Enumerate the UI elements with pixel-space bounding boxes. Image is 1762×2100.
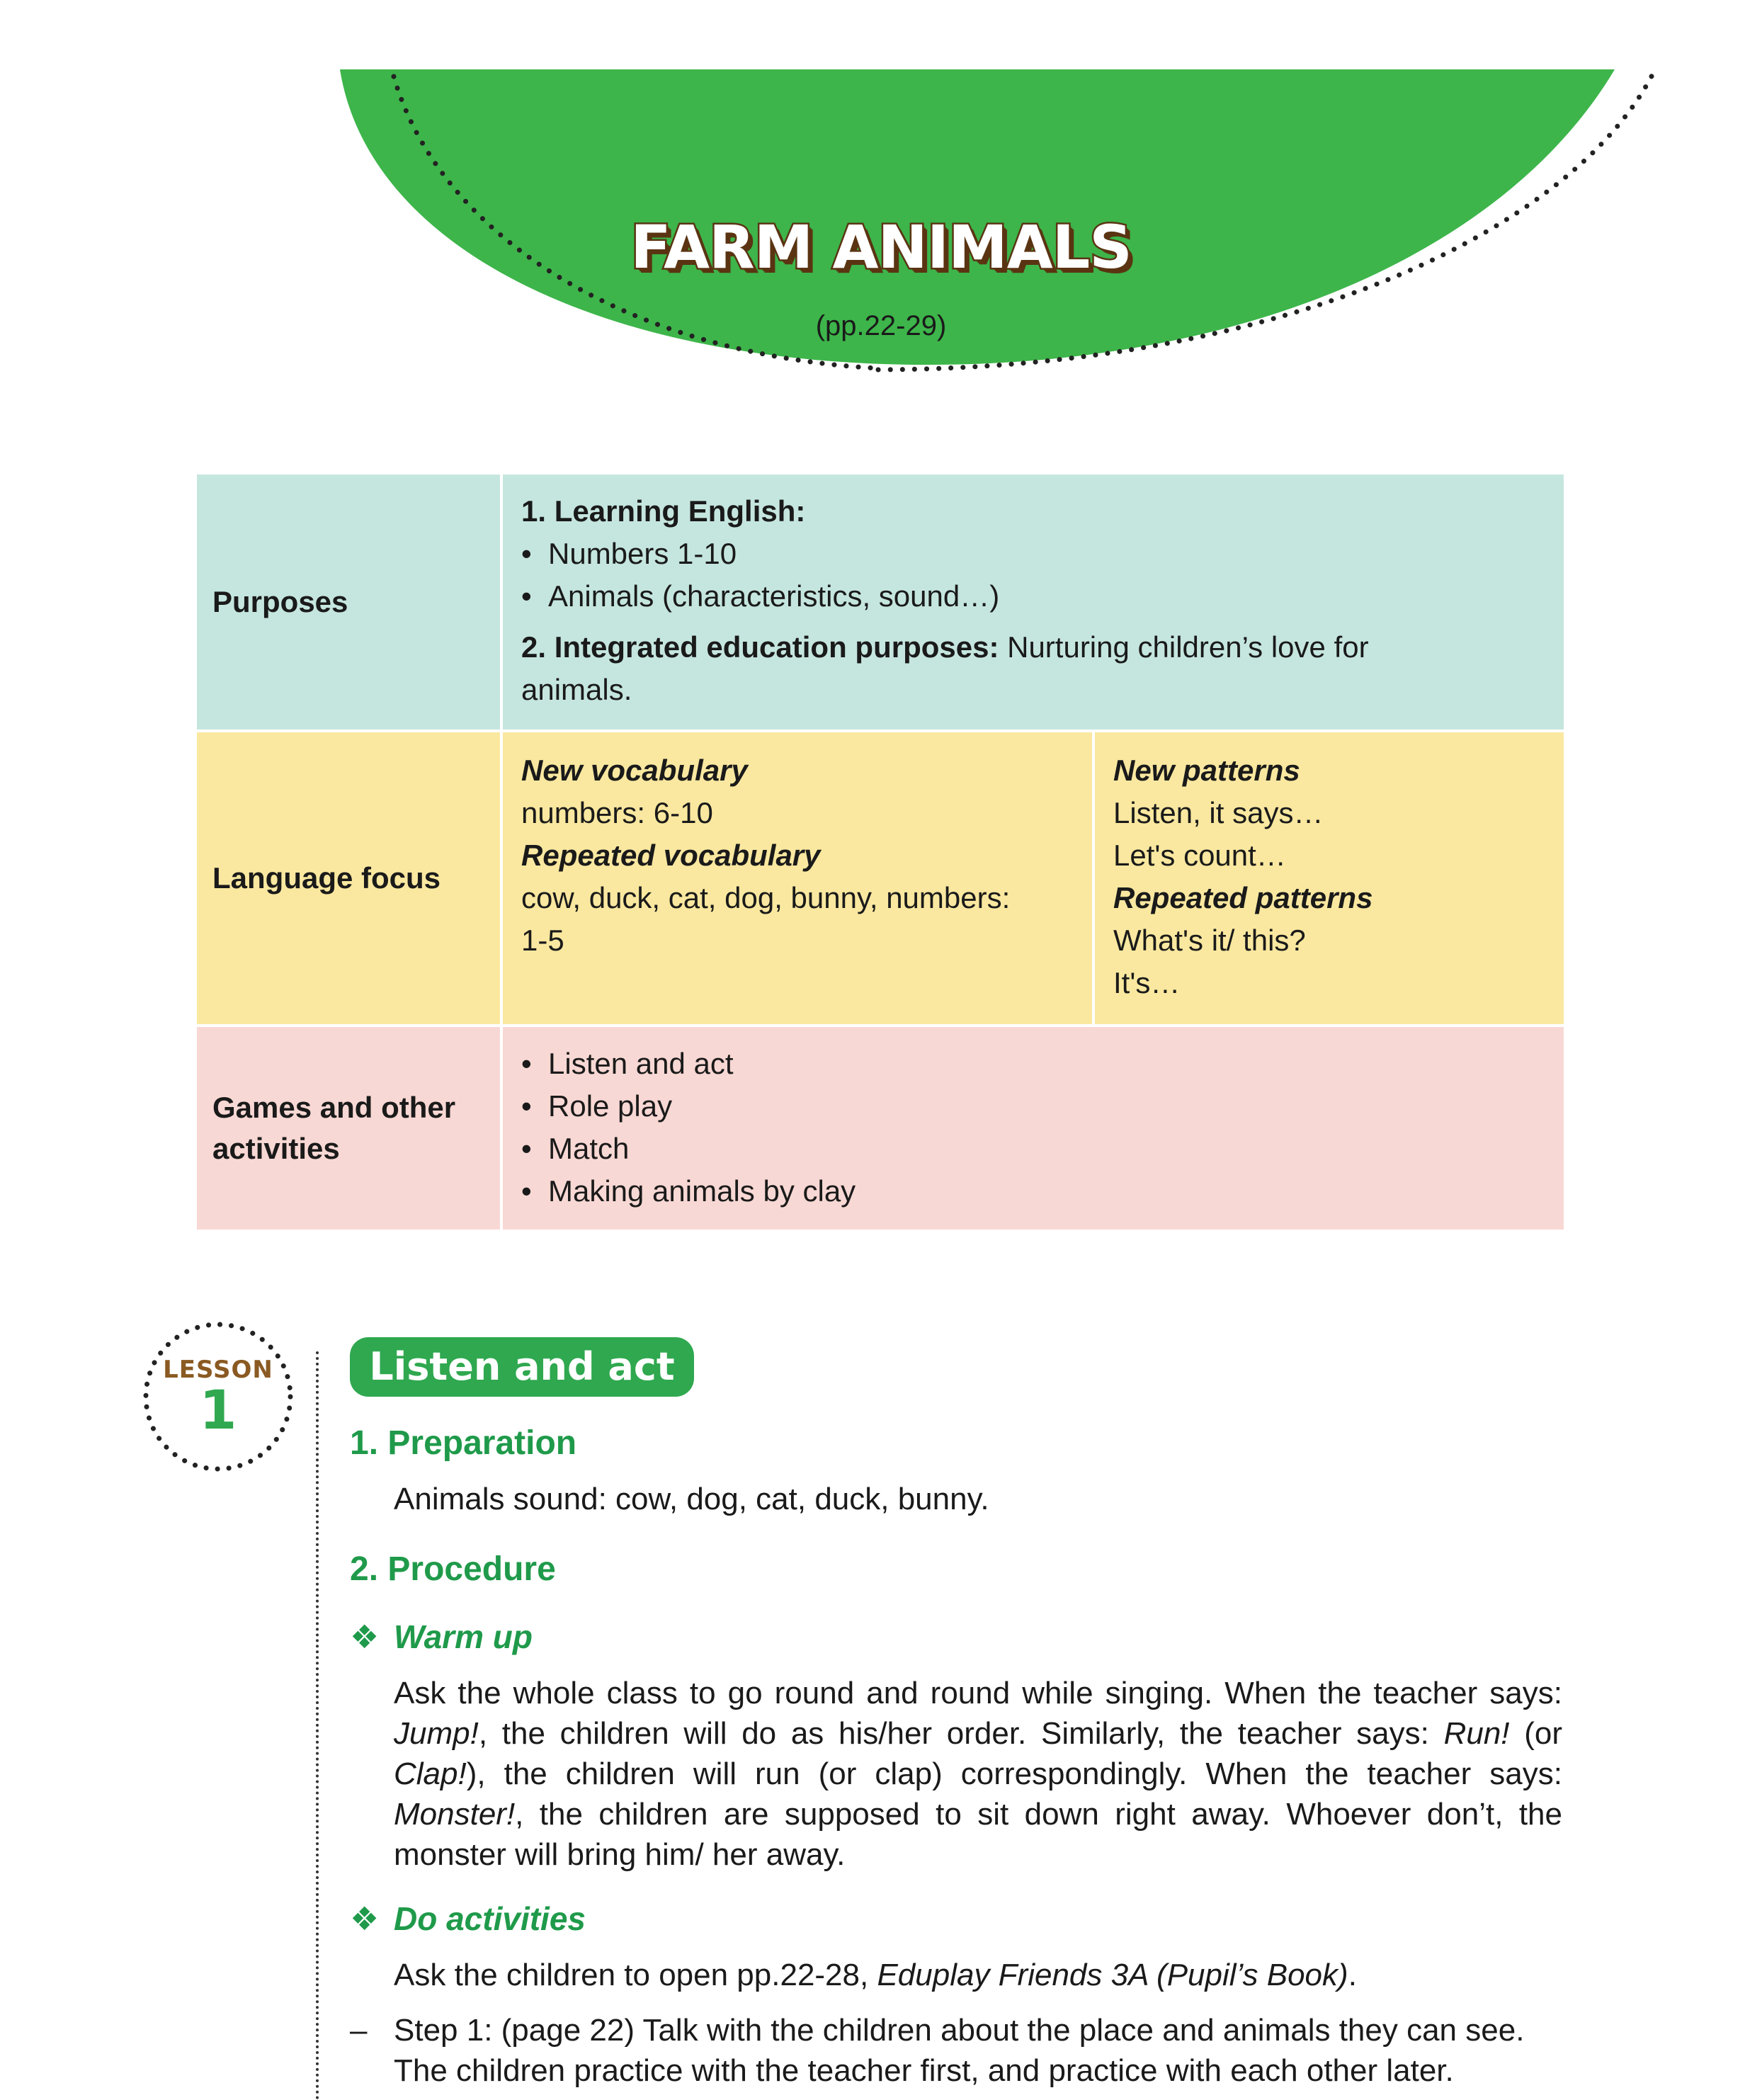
warmup-text-part: ), the children will run (or clap) correspondingly. When the teacher says: <box>466 1756 1562 1791</box>
game-item: • Listen and act <box>521 1043 1564 1085</box>
warmup-text <box>394 1673 1562 1875</box>
patterns-cell <box>1095 732 1564 1024</box>
diamond-bullet-icon: ❖ <box>350 1618 380 1655</box>
book-title: Eduplay Friends 3A (Pupil’s Book) <box>877 1958 1348 1992</box>
games-label-line-2: activities <box>212 1132 340 1165</box>
purposes-content <box>503 475 1564 730</box>
preparation-heading: 1. Preparation <box>350 1424 577 1462</box>
vocabulary-cell <box>503 732 1092 1024</box>
warmup-text-part: , the children will do as his/her order. Similarly, the teacher says: <box>478 1716 1444 1751</box>
repeated-vocabulary-title: Repeated vocabulary <box>521 839 821 872</box>
repeated-pattern: It's… <box>1113 966 1181 999</box>
purposes-heading-2-text-cont: animals. <box>521 673 632 706</box>
procedure-heading: 2. Procedure <box>350 1550 556 1588</box>
warmup-heading-text: Warm up <box>394 1618 533 1655</box>
new-patterns-title: New patterns <box>1113 754 1300 787</box>
lesson-dotted-divider <box>316 1351 319 2100</box>
warmup-command: Monster! <box>394 1797 516 1832</box>
purposes-label: Purposes <box>212 585 348 618</box>
step-dash: – <box>350 2013 368 2048</box>
purposes-heading-2-line <box>521 626 1564 669</box>
repeated-vocabulary-cont: 1-5 <box>521 924 564 957</box>
games-row <box>197 1027 1564 1230</box>
warmup-text-part: , the children are supposed to sit down right away. Whoever don’t, the monster will bring him/ her away. <box>394 1797 1562 1872</box>
language-focus-label: Language focus <box>212 861 441 895</box>
purpose-bullet: • Numbers 1-10 <box>521 533 1564 575</box>
warmup-text-part: Ask the whole class to go round and round while singing. When the teacher says: <box>394 1676 1562 1710</box>
purposes-heading-2: 2. Integrated education purposes: <box>521 630 999 664</box>
preparation-text: Animals sound: cow, dog, cat, duck, bunny. <box>394 1482 989 1516</box>
warmup-command: Jump! <box>394 1716 479 1751</box>
purposes-heading-1: 1. Learning English: <box>521 494 806 528</box>
repeated-vocabulary: cow, duck, cat, dog, bunny, numbers: <box>521 881 1011 914</box>
game-item: • Making animals by clay <box>521 1170 1564 1213</box>
game-item: • Match <box>521 1128 1564 1170</box>
activities-intro-text: Ask the children to open pp.22-28, <box>394 1958 877 1992</box>
activities-intro <box>394 1955 1562 1995</box>
language-focus-row <box>197 732 1564 1024</box>
activities-intro-end: . <box>1348 1958 1357 1992</box>
warmup-text-part: (or <box>1509 1716 1563 1751</box>
new-pattern: Listen, it says… <box>1113 796 1324 829</box>
page-title: FARM ANIMALS <box>630 212 1132 282</box>
games-label-line-1: Games and other <box>212 1091 456 1124</box>
repeated-patterns-title: Repeated patterns <box>1113 881 1373 914</box>
lesson-badge-word: LESSON <box>163 1356 273 1384</box>
purposes-heading-2-text: Nurturing children’s love for <box>999 630 1369 664</box>
purposes-row <box>197 475 1564 730</box>
new-vocabulary: numbers: 6-10 <box>521 796 713 829</box>
repeated-pattern: What's it/ this? <box>1113 924 1306 957</box>
game-item: • Role play <box>521 1085 1564 1128</box>
activities-heading-text: Do activities <box>394 1900 586 1937</box>
page-range: (pp.22-29) <box>815 310 947 341</box>
lesson-title: Listen and act <box>350 1337 694 1397</box>
step-1-text: Step 1: (page 22) Talk with the children about the place and animals they can see. The children practice with the teacher first, and practice with each other later. <box>394 2013 1525 2088</box>
warmup-command: Run! <box>1443 1716 1510 1751</box>
new-vocabulary-title: New vocabulary <box>521 754 748 787</box>
activities-heading <box>350 1900 586 1938</box>
diamond-bullet-icon: ❖ <box>350 1900 380 1937</box>
games-label <box>197 1027 500 1230</box>
new-pattern: Let's count… <box>1113 839 1286 872</box>
games-content <box>503 1027 1564 1230</box>
purpose-bullet: • Animals (characteristics, sound…) <box>521 575 1564 618</box>
warmup-command: Clap! <box>394 1756 467 1791</box>
warmup-heading <box>350 1618 533 1656</box>
lesson-badge-number: 1 <box>199 1378 237 1441</box>
step-1 <box>350 2010 1562 2091</box>
